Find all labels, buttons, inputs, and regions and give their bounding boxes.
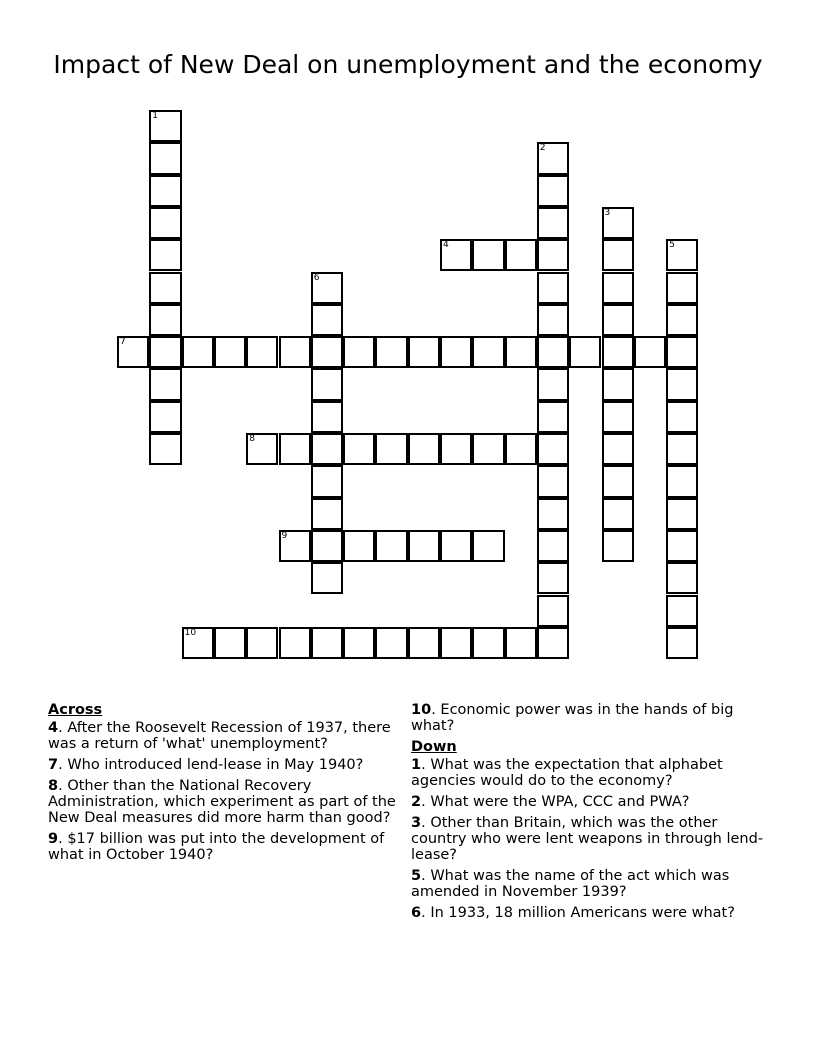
clue-item-number: 1 <box>411 757 422 773</box>
grid-cell[interactable] <box>666 272 698 304</box>
grid-cell[interactable] <box>602 368 634 400</box>
grid-cell[interactable] <box>440 433 472 465</box>
grid-cell[interactable] <box>537 627 569 659</box>
clue-number: 2 <box>539 143 546 154</box>
grid-cell[interactable] <box>149 401 181 433</box>
grid-cell[interactable] <box>666 401 698 433</box>
down-clue-list <box>411 757 771 921</box>
grid-cell[interactable] <box>149 272 181 304</box>
grid-cell[interactable] <box>182 627 214 659</box>
clue-number: 5 <box>669 240 675 251</box>
clue-item: 7. Who introduced lend-lease in May 1940? <box>48 757 364 773</box>
clue-item: 3. Other than Britain, which was the other country who were lent weapons in through lend-lease? <box>411 815 764 863</box>
grid-cell[interactable] <box>214 627 246 659</box>
grid-cell[interactable] <box>440 627 472 659</box>
clue-item: 9. $17 billion was put into the development of what in October 1940? <box>48 831 385 863</box>
clue-item-text: Economic power was in the hands of big what? <box>411 702 734 734</box>
grid-cell[interactable] <box>149 304 181 336</box>
across-clue-list <box>48 720 404 863</box>
clue-item-text: Other than the National Recovery Administration, which experiment as part of the New Deal measures did more harm than good? <box>48 778 396 826</box>
grid-cell[interactable] <box>472 239 504 271</box>
across-header: Across <box>48 702 103 718</box>
grid-cell[interactable] <box>537 368 569 400</box>
grid-cell[interactable] <box>537 207 569 239</box>
clue-item-text: $17 billion was put into the development of what in October 1940? <box>48 831 385 863</box>
grid-cell[interactable] <box>311 336 343 368</box>
puzzle-title: Impact of New Deal on unemployment and the economy <box>53 50 763 79</box>
clue-number: 7 <box>120 337 126 348</box>
grid-cell[interactable] <box>602 401 634 433</box>
grid-cell[interactable] <box>343 627 375 659</box>
grid-cell[interactable] <box>149 368 181 400</box>
grid-cell[interactable] <box>537 272 569 304</box>
clue-item-number: 4 <box>48 720 59 736</box>
grid-cell[interactable] <box>602 239 634 271</box>
clue-number: 1 <box>152 111 159 121</box>
grid-cell[interactable] <box>472 627 504 659</box>
clue-item-text: Who introduced lend-lease in May 1940? <box>67 757 364 773</box>
grid-cell[interactable] <box>505 433 537 465</box>
grid-cell[interactable] <box>408 530 440 562</box>
grid-cell[interactable] <box>537 562 569 594</box>
grid-cell[interactable] <box>246 627 278 659</box>
clues-left-column <box>48 702 404 868</box>
clue-number: 10 <box>184 627 197 638</box>
grid-cell[interactable] <box>666 239 698 271</box>
grid-cell[interactable] <box>602 465 634 497</box>
clue-item: 10. Economic power was in the hands of big what? <box>411 702 734 734</box>
clue-item-number: 2 <box>411 794 422 810</box>
grid-cell[interactable] <box>666 627 698 659</box>
grid-cell[interactable] <box>537 498 569 530</box>
grid-cell[interactable] <box>505 627 537 659</box>
grid-cell[interactable] <box>666 465 698 497</box>
grid-cell[interactable] <box>311 401 343 433</box>
grid-cell[interactable] <box>537 595 569 627</box>
clue-number: 4 <box>443 240 449 251</box>
grid-cell[interactable] <box>440 530 472 562</box>
clue-item-text: After the Roosevelt Recession of 1937, there was a return of 'what' unemployment? <box>48 720 391 752</box>
grid-cell[interactable] <box>182 336 214 368</box>
grid-cell[interactable] <box>602 530 634 562</box>
grid-cell[interactable] <box>505 336 537 368</box>
grid-cell[interactable] <box>634 336 666 368</box>
grid-cell[interactable] <box>537 465 569 497</box>
grid-cell[interactable] <box>311 530 343 562</box>
grid-cell[interactable] <box>246 336 278 368</box>
grid-cell[interactable] <box>666 595 698 627</box>
clue-item-number: 8 <box>48 778 59 794</box>
grid-cell[interactable] <box>343 433 375 465</box>
clue-item-number: 6 <box>411 905 422 921</box>
clue-item: 5. What was the name of the act which was amended in November 1939? <box>411 868 730 900</box>
grid-cell[interactable] <box>537 142 569 174</box>
clues-right-column <box>411 702 771 926</box>
grid-cell[interactable] <box>537 530 569 562</box>
grid-cell[interactable] <box>537 433 569 465</box>
grid-cell[interactable] <box>537 175 569 207</box>
grid-cell[interactable] <box>311 562 343 594</box>
grid-cell[interactable] <box>666 336 698 368</box>
grid-cell[interactable] <box>666 368 698 400</box>
grid-cell[interactable] <box>537 239 569 271</box>
clue-item: 1. What was the expectation that alphabet agencies would do to the economy? <box>411 757 723 789</box>
clue-item-number: 7 <box>48 757 59 773</box>
grid-cell[interactable] <box>311 304 343 336</box>
grid-cell[interactable] <box>311 498 343 530</box>
clue-item-number: 3 <box>411 815 422 831</box>
grid-cell[interactable] <box>666 562 698 594</box>
grid-cell[interactable] <box>472 336 504 368</box>
clue-number: 8 <box>249 434 255 444</box>
grid-cell[interactable] <box>311 272 343 304</box>
grid-cell[interactable] <box>666 498 698 530</box>
grid-cell[interactable] <box>117 336 149 368</box>
grid-cell[interactable] <box>279 433 311 465</box>
grid-cell[interactable] <box>472 530 504 562</box>
clue-item-text: In 1933, 18 million Americans were what? <box>430 905 735 921</box>
clue-item-number: 5 <box>411 868 422 884</box>
grid-cell[interactable] <box>343 336 375 368</box>
grid-cell[interactable] <box>311 368 343 400</box>
grid-cell[interactable] <box>279 336 311 368</box>
clue-item-text: Other than Britain, which was the other country who were lent weapons in through lend-lease? <box>411 815 764 863</box>
grid-cell[interactable] <box>602 336 634 368</box>
clue-item-text: What was the name of the act which was amended in November 1939? <box>411 868 730 900</box>
grid-cell[interactable] <box>149 207 181 239</box>
grid-cell[interactable] <box>666 530 698 562</box>
grid-cell[interactable] <box>666 433 698 465</box>
across-clue-list-continued <box>411 702 771 734</box>
clue-number: 6 <box>313 272 320 283</box>
grid-cell[interactable] <box>537 304 569 336</box>
grid-cell[interactable] <box>602 433 634 465</box>
clue-item: 6. In 1933, 18 million Americans were what? <box>411 905 735 921</box>
grid-cell[interactable] <box>149 110 181 142</box>
grid-cell[interactable] <box>279 530 311 562</box>
clue-item-number: 10 <box>411 702 432 718</box>
grid-cell[interactable] <box>440 239 472 271</box>
grid-cell[interactable] <box>602 272 634 304</box>
grid-cell[interactable] <box>472 433 504 465</box>
grid-cell[interactable] <box>311 465 343 497</box>
grid-cell[interactable] <box>149 336 181 368</box>
grid-cell[interactable] <box>602 498 634 530</box>
grid-cell[interactable] <box>214 336 246 368</box>
grid-cell[interactable] <box>602 207 634 239</box>
grid-cell[interactable] <box>408 433 440 465</box>
grid-cell[interactable] <box>505 239 537 271</box>
grid-cell[interactable] <box>569 336 601 368</box>
down-header: Down <box>411 739 457 755</box>
grid-cell[interactable] <box>149 175 181 207</box>
grid-cell[interactable] <box>343 530 375 562</box>
clue-item-text: What were the WPA, CCC and PWA? <box>430 794 690 810</box>
clue-number: 3 <box>604 207 611 218</box>
grid-cell[interactable] <box>311 433 343 465</box>
clue-item: 4. After the Roosevelt Recession of 1937, there was a return of 'what' unemployment? <box>48 720 391 752</box>
grid-cell[interactable] <box>440 336 472 368</box>
grid-cell[interactable] <box>149 142 181 174</box>
clue-item: 8. Other than the National Recovery Administration, which experiment as part of the New Deal measures did more harm than good? <box>48 778 396 826</box>
grid-cell[interactable] <box>408 336 440 368</box>
grid-cell[interactable] <box>375 627 407 659</box>
grid-cell[interactable] <box>666 304 698 336</box>
grid-cell[interactable] <box>246 433 278 465</box>
clue-item: 2. What were the WPA, CCC and PWA? <box>411 794 690 810</box>
grid-cell[interactable] <box>279 627 311 659</box>
grid-cell[interactable] <box>602 304 634 336</box>
grid-cell[interactable] <box>149 239 181 271</box>
grid-cell[interactable] <box>537 336 569 368</box>
grid-cell[interactable] <box>375 433 407 465</box>
clue-item-number: 9 <box>48 831 59 847</box>
grid-cell[interactable] <box>408 627 440 659</box>
grid-cell[interactable] <box>537 401 569 433</box>
clue-item-text: What was the expectation that alphabet agencies would do to the economy? <box>411 757 723 789</box>
grid-cell[interactable] <box>375 336 407 368</box>
grid-cell[interactable] <box>149 433 181 465</box>
grid-cell[interactable] <box>375 530 407 562</box>
grid-cell[interactable] <box>311 627 343 659</box>
clue-number: 9 <box>281 530 288 541</box>
